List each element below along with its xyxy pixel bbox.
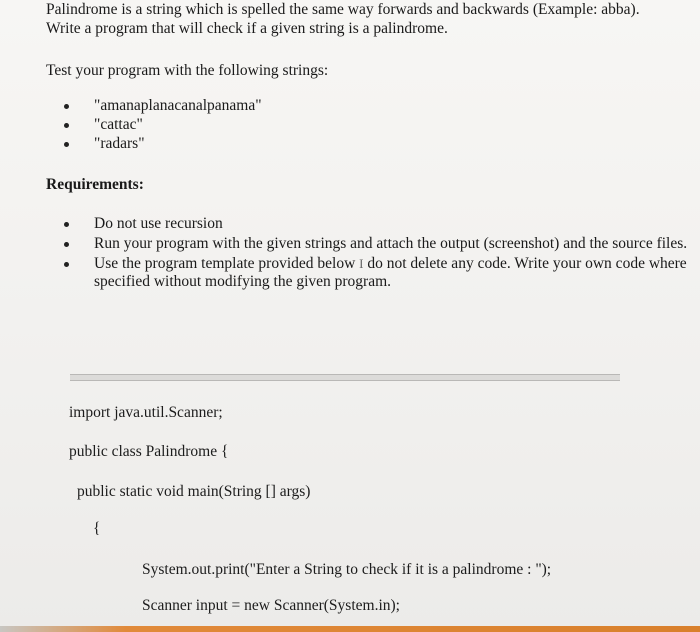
bullet-icon [64, 222, 69, 227]
code-line-scanner: Scanner input = new Scanner(System.in); [142, 597, 400, 614]
intro-line-1: Palindrome is a string which is spelled the same way forwards and backwards (Example: abba). [46, 1, 640, 18]
list-item [0, 97, 700, 116]
code-line-class: public class Palindrome { [69, 443, 229, 460]
code-line-import: import java.util.Scanner; [69, 404, 223, 421]
bullet-icon [64, 104, 69, 109]
list-item [0, 235, 700, 253]
test-strings-list [0, 97, 700, 154]
list-item [0, 215, 700, 233]
bullet-icon [64, 262, 69, 267]
test-string: "amanaplanacanalpanama" [94, 97, 262, 114]
intro-paragraph [46, 0, 696, 38]
requirement-text: Do not use recursion [94, 215, 223, 232]
test-string: "cattac" [94, 116, 143, 133]
horizontal-divider [70, 374, 620, 381]
requirements-list [0, 215, 700, 293]
code-line-print: System.out.print("Enter a String to check if it is a palindrome : "); [142, 561, 552, 578]
intro-line-2: Write a program that will check if a given string is a palindrome. [46, 20, 448, 37]
bottom-edge-bar [0, 626, 700, 632]
list-item [0, 255, 700, 291]
requirement-text: Use the program template provided below [94, 255, 360, 272]
bullet-icon [64, 142, 69, 147]
text-cursor-icon: I [359, 256, 364, 271]
test-instruction: Test your program with the following strings: [46, 62, 329, 79]
requirement-text: Run your program with the given strings and attach the output (screenshot) and the source files. [94, 235, 688, 252]
list-item [0, 116, 700, 135]
code-line-brace: { [93, 520, 101, 537]
list-item [0, 135, 700, 154]
requirements-heading: Requirements: [46, 176, 144, 193]
bullet-icon [64, 123, 69, 128]
requirement-text-continued: do not delete any code. Write your own code where specified without modifying the given program. [94, 255, 687, 290]
code-line-main: public static void main(String [] args) [77, 483, 311, 500]
bullet-icon [64, 242, 69, 247]
test-string: "radars" [94, 135, 145, 152]
